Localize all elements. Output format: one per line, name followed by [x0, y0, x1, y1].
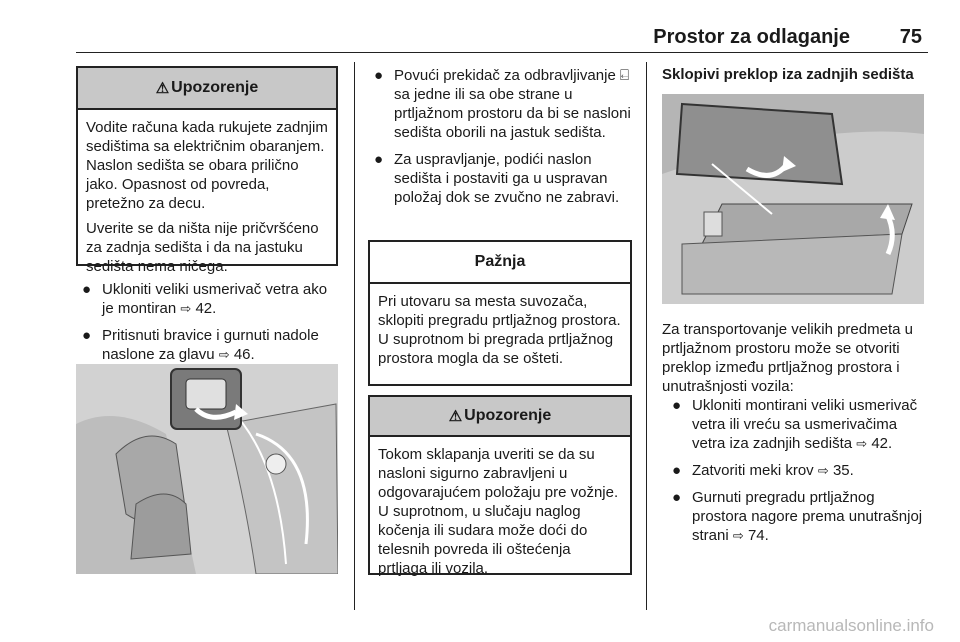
list-item — [668, 461, 924, 480]
warning-title: Upozorenje — [171, 79, 259, 96]
page-ref: 35. — [832, 462, 854, 479]
list-item — [668, 396, 924, 453]
warning-box-seats — [76, 66, 338, 275]
page-number: 75 — [899, 26, 922, 48]
list-item — [78, 280, 340, 318]
warning-paragraph: Uverite se da ništa nije pričvršćeno za zadnja sedišta i da na jastuku sedišta nema ničega. — [86, 220, 319, 275]
watermark: carmanualsonline.info — [768, 616, 934, 635]
list-item — [668, 488, 924, 545]
bullet-dot: ● — [672, 462, 682, 479]
bullet-dot: ● — [672, 489, 682, 506]
seat-release-drawing — [76, 364, 338, 574]
release-switch-icon: ⍇ — [619, 67, 629, 84]
page-ref: 42. — [195, 300, 217, 317]
warning-text: Tokom sklapanja uveriti se da su nasloni sigurno zabravljeni u odgovarajućem položaju pre vožnje. U suprotnom, u slučaju naglog kočenja ili sudara može doći do telesnih povreda ili oštećenja prtljaga ili vozila. — [378, 446, 619, 577]
note-header — [370, 242, 630, 284]
bullet-dot: ● — [374, 151, 384, 168]
warning-body — [370, 437, 630, 578]
list-item — [370, 150, 634, 207]
page-ref: 46. — [233, 346, 255, 363]
bullet-dot: ● — [672, 397, 682, 414]
note-box-cargo — [368, 240, 632, 386]
list-item-text: Gurnuti pregradu prtljažnog prostora nagore prema unutrašnjoj strani — [692, 489, 923, 544]
page-ref-icon: ⇨ — [218, 347, 230, 362]
list-item — [78, 326, 340, 364]
illustration-trunk-flap — [662, 94, 924, 304]
instruction-list-col2 — [370, 66, 634, 215]
list-item-text: Za uspravljanje, podići naslon sedišta i postaviti ga u uspravan položaj dok se zvučno ne zabravi. — [394, 151, 620, 206]
list-item-text: Ukloniti montirani veliki usmerivač vetra ili vreću sa usmerivačima vetra iza zadnjih sedišta — [692, 397, 918, 452]
list-item-text: Pritisnuti bravice i gurnuti nadole naslone za glavu — [102, 327, 319, 363]
bullet-dot: ● — [82, 327, 92, 344]
page-ref-icon: ⇨ — [180, 301, 192, 316]
instruction-list-col1 — [78, 280, 340, 372]
list-item-text: Zatvoriti meki krov — [692, 462, 814, 479]
column-divider-1 — [354, 62, 355, 610]
warning-triangle-icon: ⚠ — [155, 80, 170, 97]
warning-body — [78, 110, 336, 276]
warning-triangle-icon: ⚠ — [448, 408, 463, 425]
column-divider-2 — [646, 62, 647, 610]
warning-title: Upozorenje — [464, 407, 552, 424]
list-item-text: sa jedne ili sa obe strane u prtljažnom prostoru da bi se nasloni sedišta oborili na jastuk sedišta. — [394, 86, 631, 141]
note-body — [370, 284, 630, 368]
list-item-text: Povući prekidač za odbravljivanje — [394, 67, 616, 84]
note-text: Pri utovaru sa mesta suvozača, sklopiti pregradu prtljažnog prostora. U suprotnom bi pregrada prtljažnog prostora mogla da se ošteti. — [378, 293, 621, 367]
bullet-dot: ● — [82, 281, 92, 298]
intro-paragraph: Za transportovanje velikih predmeta u prtljažnom prostoru može se otvoriti preklop između prtljažnog prostora i unutrašnjosti vozila: — [662, 321, 913, 395]
page-ref: 74. — [747, 527, 769, 544]
page-ref: 42. — [871, 435, 893, 452]
warning-paragraph: Vodite računa kada rukujete zadnjim sedištima sa električnim obaranjem. Naslon sedišta se obara prilično jako. Opasnost od povreda, pretežno za decu. — [86, 119, 328, 212]
list-item-text: Ukloniti veliki usmerivač vetra ako je montiran — [102, 281, 328, 317]
header-rule — [76, 52, 928, 53]
section-heading: Sklopivi preklop iza zadnjih sedišta — [662, 66, 914, 83]
warning-box-folding — [368, 395, 632, 575]
instruction-list-col3 — [668, 396, 924, 553]
warning-header — [78, 68, 336, 110]
illustration-seat-release — [76, 364, 338, 574]
warning-header — [370, 397, 630, 437]
page-ref-icon: ⇨ — [856, 436, 868, 451]
page-title: Prostor za odlaganje — [653, 26, 850, 48]
page-ref-icon: ⇨ — [817, 463, 829, 478]
note-title: Pažnja — [474, 253, 526, 270]
trunk-flap-drawing — [662, 94, 924, 304]
bullet-dot: ● — [374, 67, 384, 84]
page-ref-icon: ⇨ — [732, 528, 744, 543]
list-item — [370, 66, 634, 142]
